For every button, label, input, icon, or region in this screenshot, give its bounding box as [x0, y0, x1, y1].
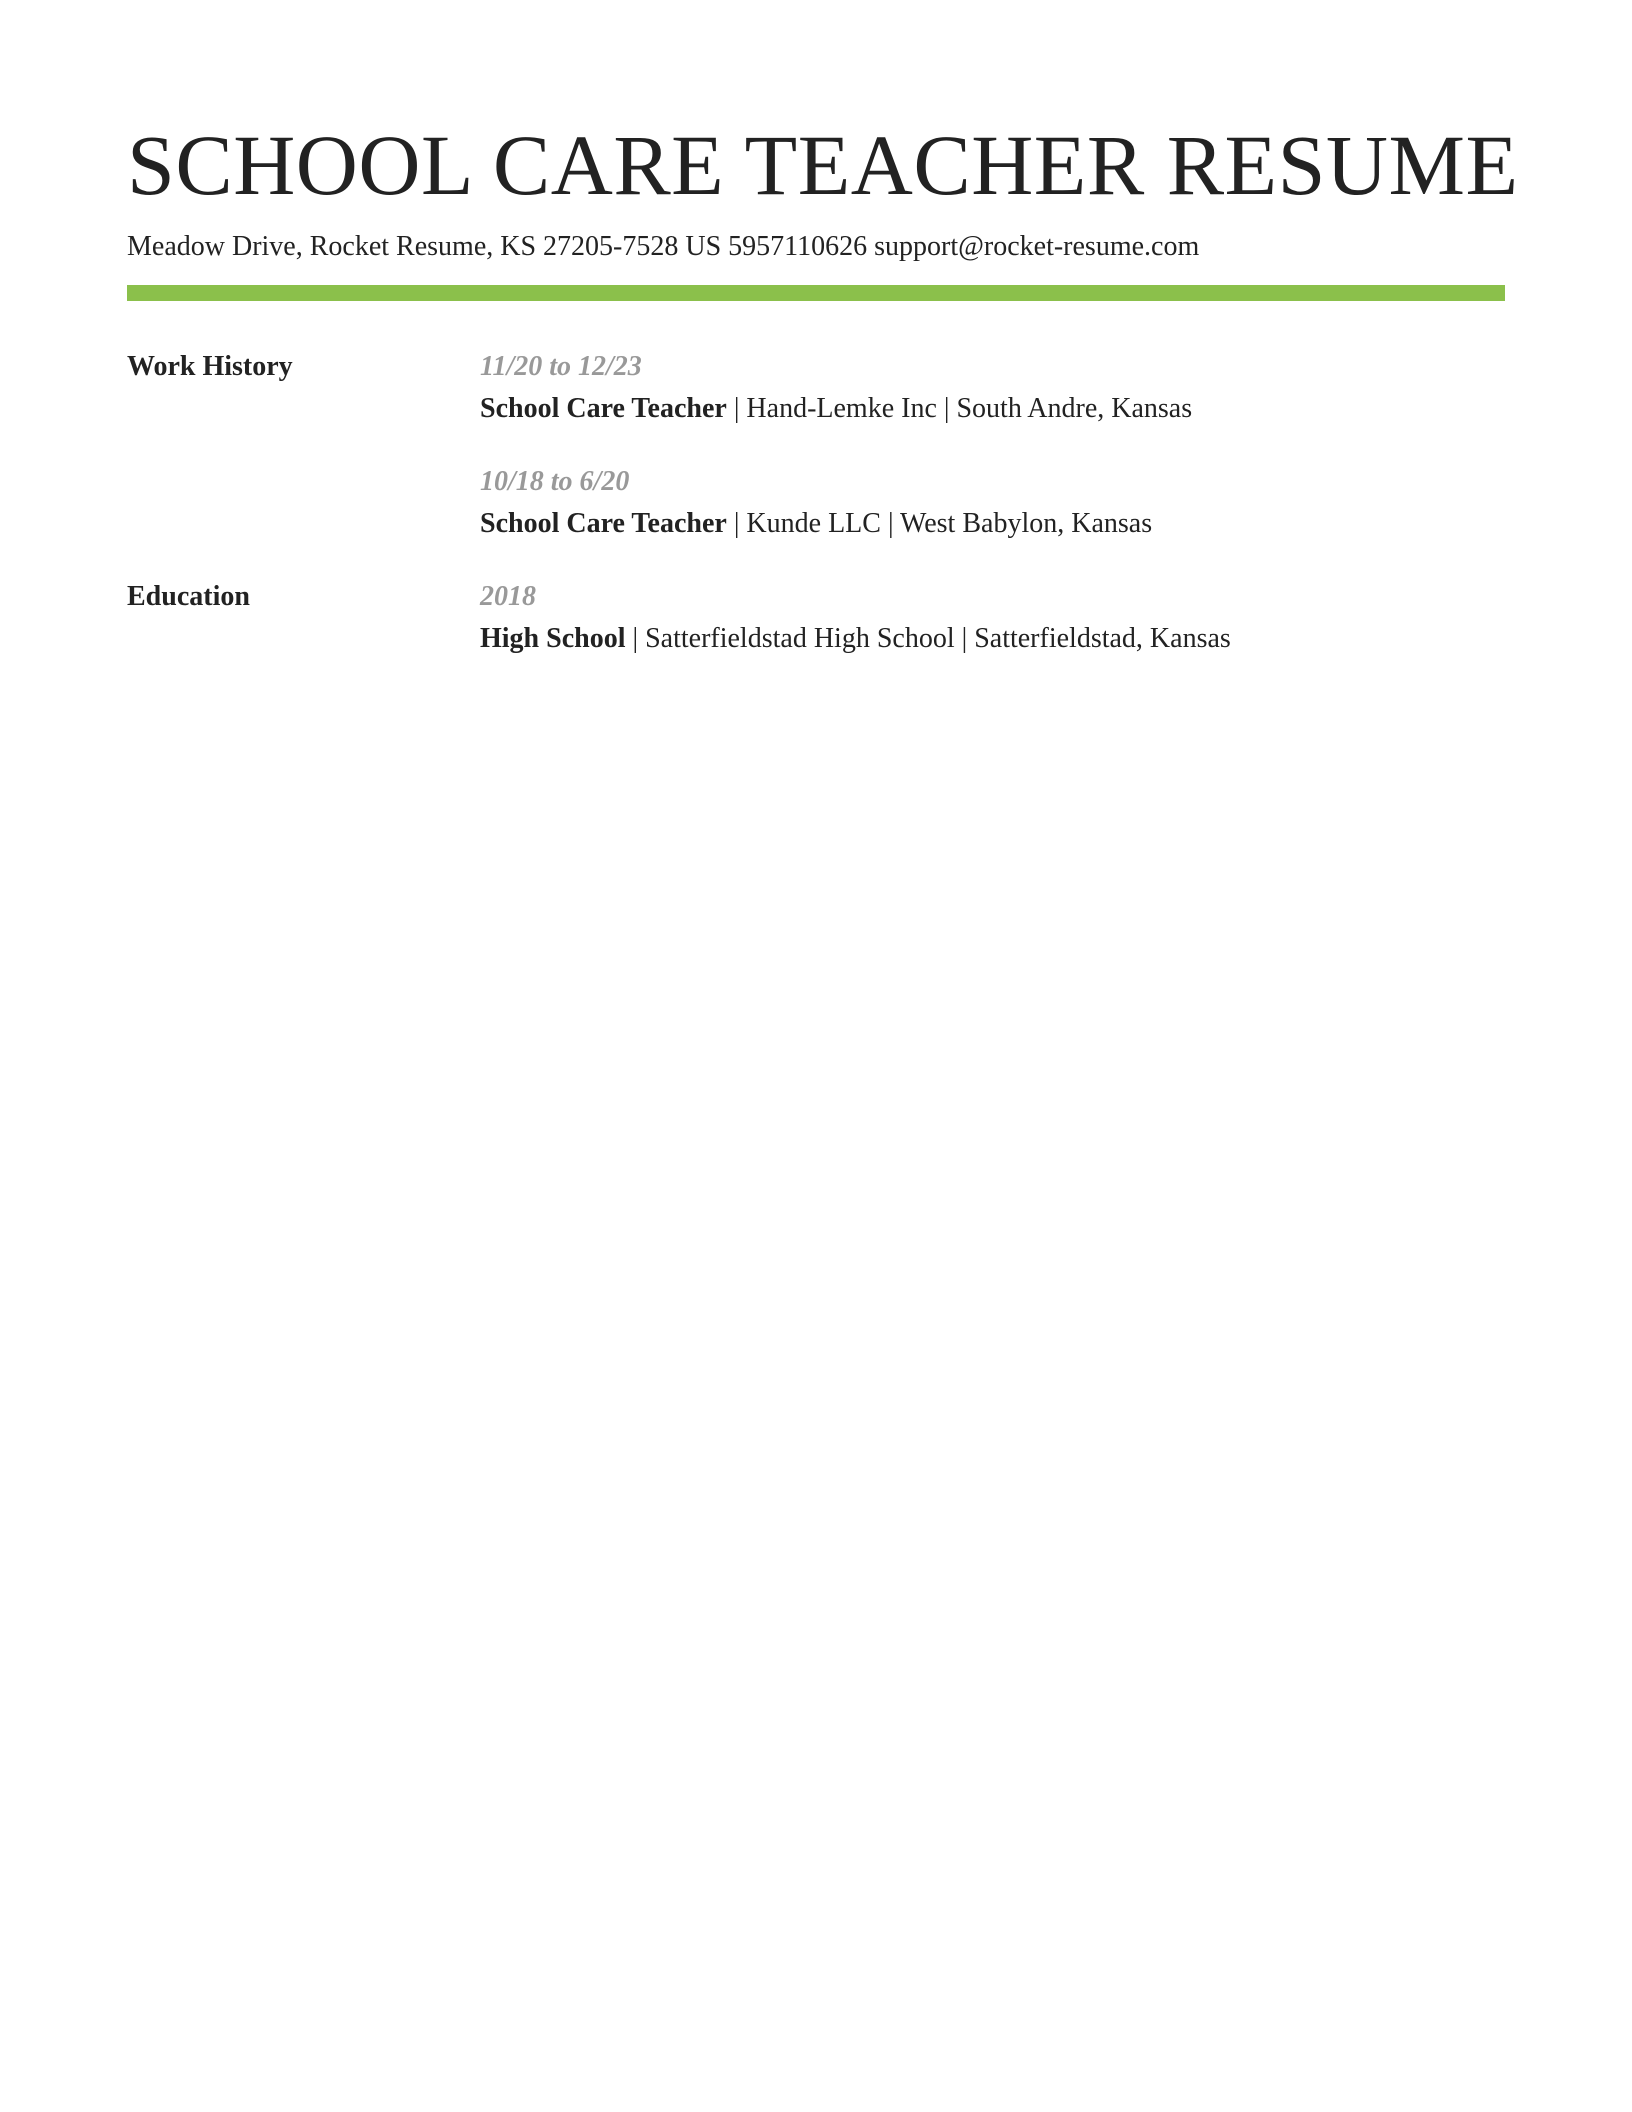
work-entry-details: | Kunde LLC | West Babylon, Kansas	[726, 507, 1153, 539]
work-entry-details: | Hand-Lemke Inc | South Andre, Kansas	[726, 392, 1193, 424]
work-entry-description	[480, 507, 1500, 541]
education-entry	[480, 580, 1500, 655]
education-entry-dates: 2018	[480, 581, 536, 612]
education-entry-description	[480, 622, 1500, 656]
work-entry-description	[480, 392, 1500, 426]
education-entry-details: | Satterfieldstad High School | Satterfieldstad, Kansas	[625, 622, 1231, 654]
header-divider	[127, 285, 1505, 301]
work-entry	[480, 465, 1500, 540]
contact-info: Meadow Drive, Rocket Resume, KS 27205-7528 US 5957110626 support@rocket-resume.com	[127, 231, 1200, 262]
education-entry-degree: High School	[480, 622, 626, 654]
resume-title: SCHOOL CARE TEACHER RESUME	[127, 117, 1519, 213]
work-entry-dates: 11/20 to 12/23	[480, 351, 642, 382]
work-entry	[480, 350, 1500, 425]
work-entry-role: School Care Teacher	[480, 392, 727, 424]
work-history-heading: Work History	[127, 351, 293, 382]
work-entry-dates: 10/18 to 6/20	[480, 466, 630, 497]
work-entry-role: School Care Teacher	[480, 507, 727, 539]
education-heading: Education	[127, 581, 250, 612]
